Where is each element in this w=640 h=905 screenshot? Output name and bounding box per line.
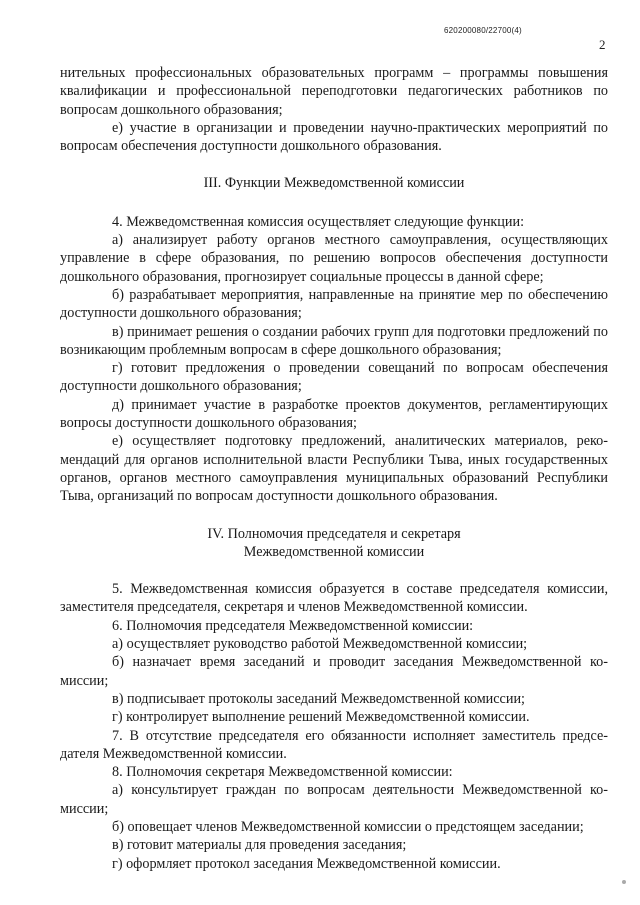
paragraph-5: 5. Межведомственная комиссия образуется в составе председателя комиссии, заместителя председателя, секретаря и членов Межведомственной комиссии. <box>60 581 608 616</box>
paragraph-8a: а) консультирует граждан по вопросам деятельности Межведомственной комиссии; <box>60 782 608 817</box>
section-4-heading <box>60 525 608 562</box>
paragraph-item-e-intro: е) участие в организации и проведении научно-практических мероприятий по вопросам обеспечения доступности дошкольного образования. <box>60 119 608 155</box>
paragraph-8g: г) оформляет протокол заседания Межведомственной комиссии. <box>112 855 501 872</box>
document-body <box>60 64 608 873</box>
paragraph-continuation: нительных профессиональных образовательных программ – программы повышения квалификации и профессиональной переподготовки педагогических работников по вопросам дошкольного образования; <box>60 65 608 118</box>
paragraph-8v: в) готовит материалы для проведения заседания; <box>112 837 407 854</box>
paragraph-8: 8. Полномочия секретаря Межведомственной комиссии: <box>112 764 453 781</box>
paragraph-4e: е) осуществляет подготовку предложений, аналитических материалов, рекомендаций для органов исполнительной власти Республики Тыва, иных государственных органов, органов местного самоуправления муниципальных образований Республики Тыва, организаций по вопросам доступности дошкольного образования. <box>60 433 608 505</box>
paragraph-4b: б) разрабатывает мероприятия, направленные на принятие мер по обеспечению доступности дошкольного образования; <box>60 286 608 322</box>
paragraph-6v: в) подписывает протоколы заседаний Межведомственной комиссии; <box>112 690 525 707</box>
paragraph-6a: а) осуществляет руководство работой Межведомственной комиссии; <box>112 636 528 653</box>
page-number: 2 <box>599 37 606 52</box>
paragraph-6b: б) назначает время заседаний и проводит заседания Межведомственной комиссии; <box>60 654 608 689</box>
paragraph-8b: б) оповещает членов Межведомственной комиссии о предстоящем заседании; <box>112 818 584 835</box>
paragraph-4: 4. Межведомственная комиссия осуществляет следующие функции: <box>112 213 525 230</box>
paragraph-4v: в) принимает решения о создании рабочих групп для подготовки предложений по возникающим проблемным вопросам в сфере дошкольного образования; <box>60 323 608 358</box>
paragraph-4a: а) анализирует работу органов местного самоуправления, осуществляющих управление в сфере образования, по решению вопросов обеспечения доступности дошкольного образования, прогнозирует социальные процессы в данной сфере; <box>60 232 608 285</box>
section-3-heading: III. Функции Межведомственной комиссии <box>203 175 465 192</box>
document-code: 620200080/22700(4) <box>444 26 522 35</box>
paragraph-7: 7. В отсутствие председателя его обязанности исполняет заместитель председателя Межведомственной комиссии. <box>60 727 608 762</box>
paragraph-6g: г) контролирует выполнение решений Межведомственной комиссии. <box>112 709 530 726</box>
section-4-heading-line1: IV. Полномочия председателя и секретаря <box>207 525 461 542</box>
paragraph-4g: г) готовит предложения о проведении совещаний по вопросам обеспечения доступности дошкольного образования; <box>60 360 608 395</box>
scan-speck <box>622 880 626 884</box>
paragraph-4d: д) принимает участие в разработке проектов документов, регламентирующих вопросы доступности дошкольного образования; <box>60 396 608 432</box>
paragraph-6: 6. Полномочия председателя Межведомственной комиссии: <box>112 617 474 634</box>
section-4-heading-line2: Межведомственной комиссии <box>243 543 425 560</box>
